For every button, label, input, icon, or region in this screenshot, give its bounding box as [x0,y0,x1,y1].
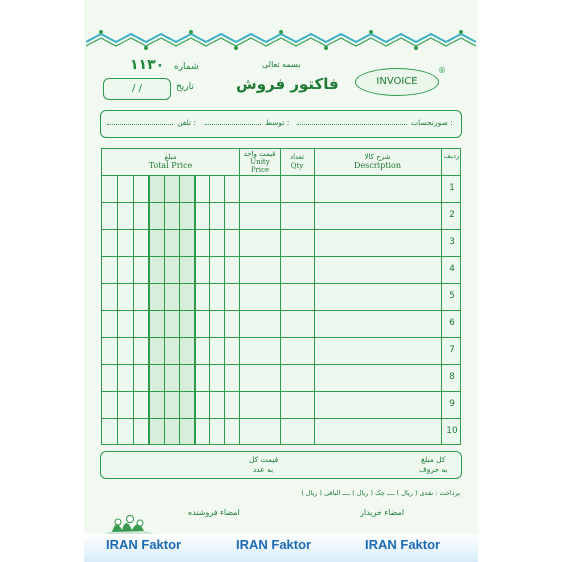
ornament-border [86,28,476,54]
date-field[interactable]: / / [103,78,171,100]
row-number: 8 [449,372,455,382]
header-description-fa: شرح کالا [364,153,391,161]
number-label: شماره [174,62,199,72]
header-qty-en: Qty [290,162,304,170]
row-number: 4 [449,264,455,274]
row-divider [102,337,460,338]
registered-mark-icon: ® [438,66,446,75]
total-price-label: قیمت کل [249,455,279,464]
in-digits-label: به عدد [253,465,274,474]
column-divider [239,149,240,444]
payment-line: پرداخت : نقدی ( ریال ) ــــ چک ( ریال ) ــــ الباقی ( ریال ) [301,489,460,497]
header-unit-price-fa: قیمت واحد [243,150,276,158]
row-number: 6 [449,318,455,328]
phone-label: تلفن : [177,118,196,127]
buyer-signature: امضاء خریدار [360,508,405,517]
header-qty-fa: تعداد [289,153,305,161]
header-row-number: ردیف [443,152,460,160]
header-total-fa: مبلغ [164,153,177,161]
row-divider [102,175,460,176]
items-table [101,148,461,445]
row-number: 2 [449,210,455,220]
total-amount-label: کل مبلغ [421,455,446,464]
footer-brand: IRAN Faktor [236,537,312,552]
column-divider [280,149,281,444]
date-label: تاریخ [176,82,194,92]
row-divider [102,391,460,392]
seller-signature: امضاء فروشنده [188,508,240,517]
row-number: 5 [449,291,455,301]
account-field[interactable] [297,124,407,125]
row-divider [102,418,460,419]
row-divider [102,256,460,257]
row-number: 7 [449,345,455,355]
invoice-number: ۱۱۳۰ [130,57,165,73]
row-divider [102,229,460,230]
in-words-label: به حروف [419,465,448,474]
row-number: 9 [449,399,455,409]
row-divider [102,283,460,284]
row-divider [102,364,460,365]
column-divider [314,149,315,444]
row-divider [102,310,460,311]
invoice-badge: INVOICE [355,68,439,96]
phone-field[interactable] [107,124,173,125]
footer-brand: IRAN Faktor [106,537,182,552]
header-description-en: Description [354,161,401,170]
row-number: 10 [446,426,458,436]
by-label: توسط : [265,118,290,127]
header-subtitle: بسمه تعالی [262,60,301,69]
header-total-en: Total Price [148,161,193,170]
total-box [100,451,462,479]
header-unit-price-en: Unity Price [250,158,270,174]
row-number: 3 [449,237,455,247]
by-field[interactable] [205,124,261,125]
row-divider [102,202,460,203]
row-number: 1 [449,183,455,193]
invoice-title: فاکتور فروش [236,75,339,93]
account-label: صورتحساب : [411,118,453,127]
footer-brand: IRAN Faktor [365,537,441,552]
customer-info-box [100,110,462,138]
